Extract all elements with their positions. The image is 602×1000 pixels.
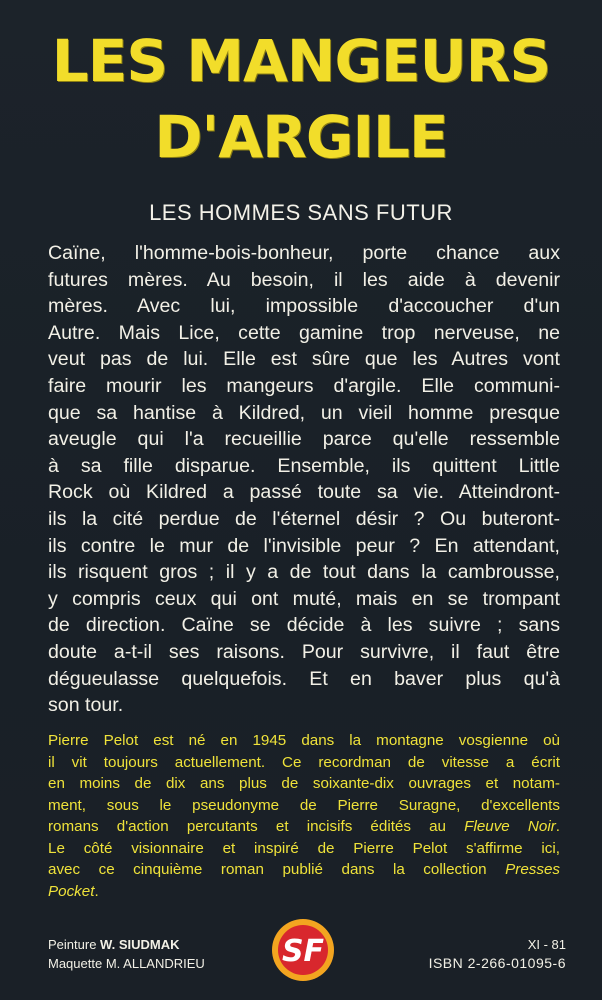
- blurb-line: veut pas de lui. Elle est sûre que les Autres vont: [48, 348, 560, 371]
- bio-line: il vit toujours actuellement. Ce recordman de vitesse a écrit: [48, 753, 560, 771]
- blurb-line: aveugle qui l'a recueillie parce qu'elle ressemble: [48, 428, 560, 451]
- blurb-line: que sa hantise à Kildred, un vieil homme presque: [48, 401, 560, 424]
- bio-italic-pocket: Pocket: [48, 882, 95, 900]
- layout-label: Maquette: [48, 956, 103, 971]
- subtitle: LES HOMMES SANS FUTUR: [149, 200, 453, 225]
- blurb-line: mères. Avec lui, impossible d'accoucher d'un: [48, 295, 560, 318]
- publication-info: [429, 936, 566, 972]
- bio-line: en moins de dix ans plus de soixante-dix ouvrages et notam-: [48, 775, 560, 792]
- blurb-line: dégueulasse quelquefois. Et en baver plus qu'à: [48, 667, 560, 690]
- layout-credit: [48, 954, 205, 973]
- blurb-line: Autre. Mais Lice, cette gamine trop nerveuse, ne: [48, 321, 560, 344]
- bio-line: ment, sous le pseudonyme de Pierre Suragne, d'excellents: [48, 796, 560, 814]
- title-line-2: D'ARGILE: [154, 103, 448, 171]
- blurb-line: ils la cité perdue de l'éternel désir ? Ou buteront-: [48, 507, 560, 530]
- bio-italic-presses: Presses: [505, 861, 560, 878]
- sf-logo-text: SF: [281, 934, 325, 969]
- painting-credit: [48, 935, 205, 954]
- blurb-line: Caïne, l'homme-bois-bonheur, porte chance aux: [48, 242, 560, 264]
- bio-italic-fleuve-noir: Fleuve Noir: [464, 818, 556, 835]
- blurb-line: à sa fille disparue. Ensemble, ils quittent Little: [48, 454, 560, 477]
- sf-logo-icon: [270, 917, 336, 983]
- blurb-line: son tour.: [48, 694, 124, 717]
- blurb-text: [48, 240, 560, 719]
- painting-label: Peinture: [48, 937, 97, 952]
- edition-code: XI - 81: [527, 937, 566, 952]
- blurb-line: ils contre le mur de l'invisible peur ? En attendant,: [48, 534, 560, 557]
- author-bio: [48, 730, 560, 902]
- blurb-line: faire mourir les mangeurs d'argile. Elle communi-: [48, 374, 560, 397]
- title-line-1: LES MANGEURS: [51, 27, 551, 95]
- blurb-line: de direction. Caïne se décide à les suivre ; sans: [48, 614, 560, 637]
- bio-text: .: [94, 882, 99, 900]
- blurb-line: Rock où Kildred a passé toute sa vie. Atteindront-: [48, 481, 560, 504]
- bio-line-with-italic: [48, 859, 560, 881]
- credits: [48, 935, 205, 973]
- bio-line-with-italic: romans d'action percutants et incisifs édités au Fleuve Noir.: [48, 818, 560, 835]
- painting-artist: W. SIUDMAK: [100, 937, 180, 952]
- bio-line-with-italic: [48, 881, 560, 903]
- bio-line: Le côté visionnaire et inspiré de Pierre Pelot s'affirme ici,: [48, 839, 560, 857]
- blurb-line: doute a-t-il ses raisons. Pour survivre, il faut être: [48, 640, 560, 663]
- blurb-line: y compris ceux qui ont muté, mais en se trompant: [48, 587, 560, 610]
- blurb-line: ils risquent gros ; il y a de tout dans la cambrousse,: [48, 561, 560, 584]
- bio-line: Pierre Pelot est né en 1945 dans la montagne vosgienne où: [48, 732, 560, 749]
- isbn: ISBN 2-266-01095-6: [428, 955, 566, 971]
- blurb-line: futures mères. Au besoin, il les aide à devenir: [48, 268, 560, 291]
- layout-artist: M. ALLANDRIEU: [105, 956, 205, 971]
- bio-text: romans d'action percutants et incisifs édités au: [48, 818, 465, 835]
- bio-text: avec ce cinquième roman publié dans la collection: [48, 861, 506, 878]
